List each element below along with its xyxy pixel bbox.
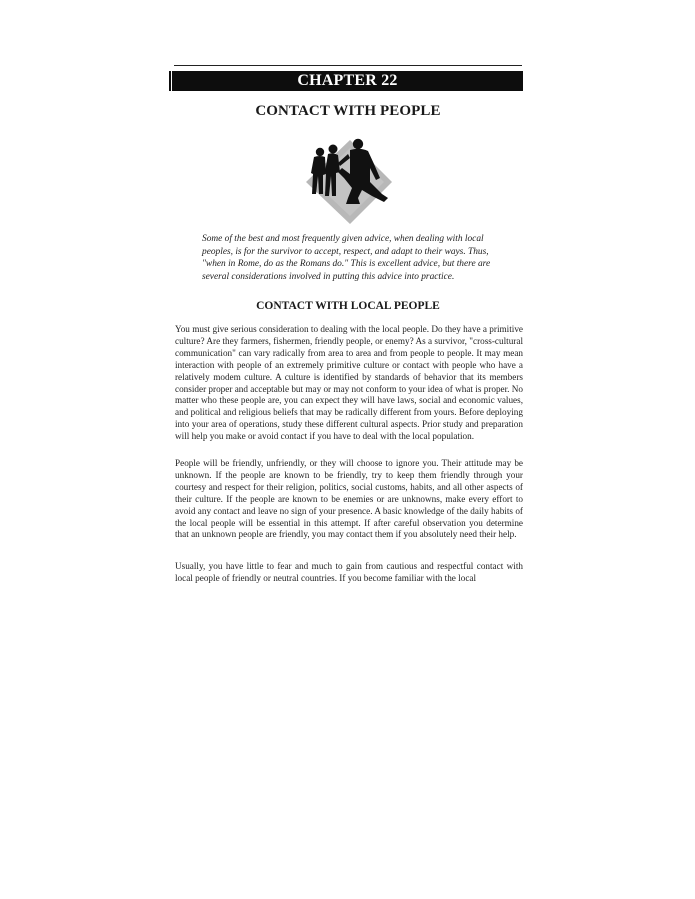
people-silhouette-illustration xyxy=(298,136,394,226)
body-paragraph: People will be friendly, unfriendly, or they will choose to ignore you. Their attitude may be unknown. If the people are known to be friendly, try to keep them friendly through your courtesy and respect for their religion, politics, social customs, habits, and all other aspects of their culture. If the people are known to be enemies or are unknowns, make every effort to avoid any contact and leave no sign of your presence. A basic knowledge of the daily habits of the local people will be essential in this attempt. If after careful observation you determine that an unknown people are friendly, you may contact them if you absolutely need their help. xyxy=(175,458,523,540)
people-silhouette-icon xyxy=(298,136,394,226)
chapter-title: CONTACT WITH PEOPLE xyxy=(255,103,441,119)
top-rule xyxy=(174,65,522,66)
chapter-banner-tick xyxy=(169,71,171,91)
section-heading: CONTACT WITH LOCAL PEOPLE xyxy=(256,300,440,312)
body-paragraph: Usually, you have little to fear and much to gain from cautious and respectful contact with local people of friendly or neutral countries. If you become familiar with the local xyxy=(175,561,523,583)
intro-quote: Some of the best and most frequently given advice, when dealing with local peoples, is for the survivor to accept, respect, and adapt to their ways. Thus, "when in Rome, do as the Romans do." This is excellent advice, but there are several considerations involved in putting this advice into practice. xyxy=(202,234,491,282)
chapter-banner xyxy=(172,71,523,91)
chapter-label: CHAPTER 22 xyxy=(297,72,398,89)
body-paragraph: You must give serious consideration to dealing with the local people. Do they have a primitive culture? Are they farmers, fishermen, friendly people, or enemy? As a survivor, "cross-cultural communication" can vary radically from area to area and from people to people. It may mean interaction with people of an extremely primitive culture or contact with people who have a relatively modem culture. A culture is identified by standards of behavior that its members consider proper and acceptable but may or may not conform to your idea of what is proper. No matter who these people are, you can expect they will have laws, social and economic values, and political and religious beliefs that may be radically different from yours. Before deploying into your area of operations, study these different cultural aspects. Prior study and preparation will help you make or avoid contact if you have to deal with the local population. xyxy=(175,324,523,442)
